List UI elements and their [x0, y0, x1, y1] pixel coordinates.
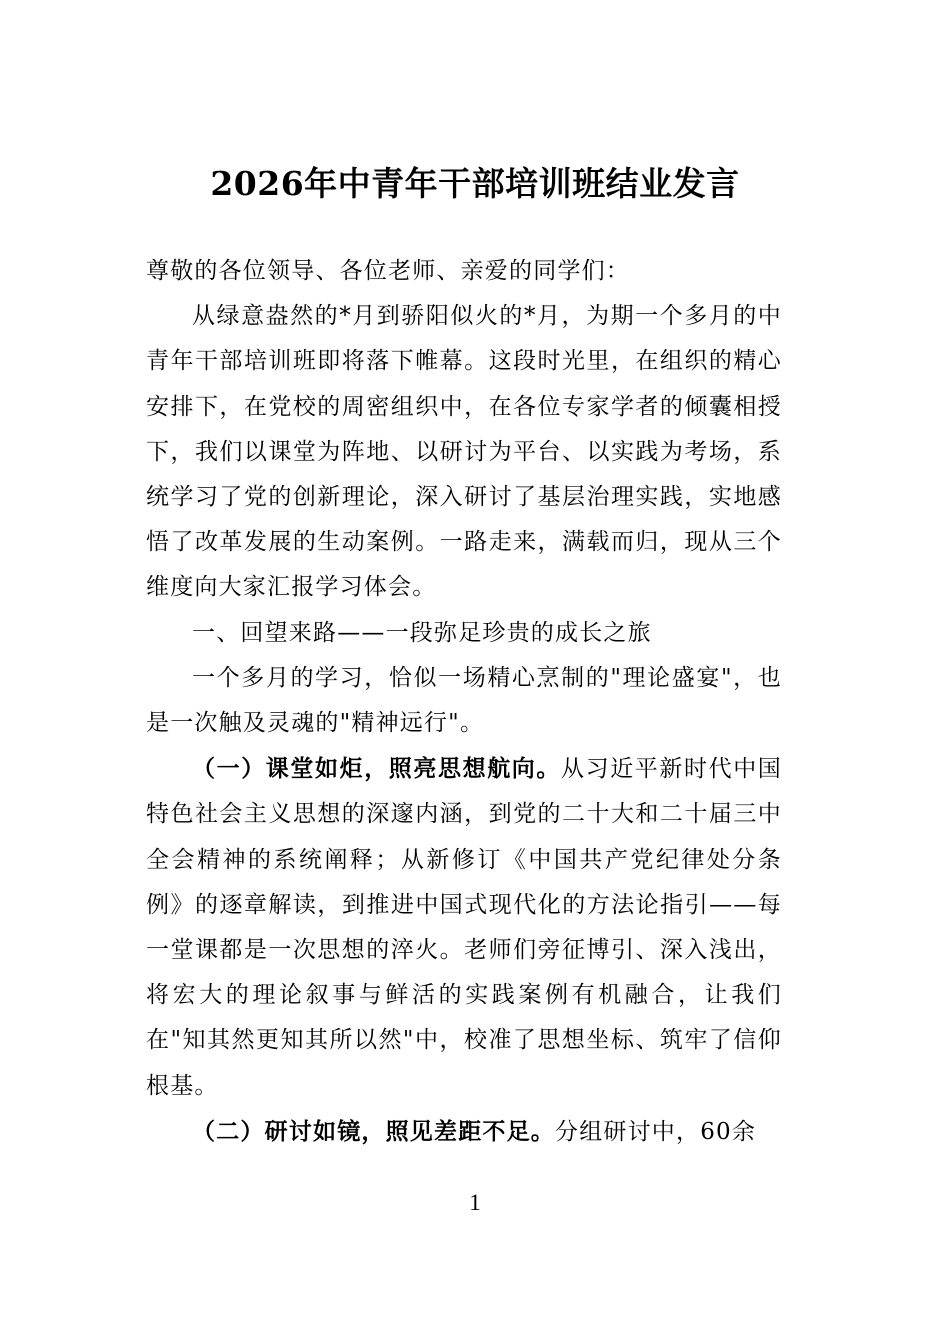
- section-one-lead: 一个多月的学习，恰似一场精心烹制的"理论盛宴"，也是一次触及灵魂的"精神远行"。: [146, 664, 782, 737]
- subsection-one-paragraph: [146, 746, 782, 1109]
- subsection-two-paragraph: [146, 1109, 782, 1155]
- section-one-heading: 一、回望来路——一段弥足珍贵的成长之旅: [192, 619, 652, 646]
- subsection-two-label: （二）研讨如镜，照见差距不足。: [192, 1117, 555, 1145]
- subsection-one-text: 从习近平新时代中国特色社会主义思想的深邃内涵，到党的二十大和二十届三中全会精神的系统阐释；从新修订《中国共产党纪律处分条例》的逐章解读，到推进中国式现代化的方法论指引——每一堂课都是一次思想的淬火。老师们旁征博引、深入浅出，将宏大的理论叙事与鲜活的实践案例有机融合，让我们在"知其然更知其所以然"中，校准了思想坐标、筑牢了信仰根基。: [146, 756, 782, 1099]
- subsection-one-label: （一）课堂如炬，照亮思想航向。: [192, 755, 561, 783]
- document-body: [146, 249, 782, 1155]
- document-title: 2026年中青年干部培训班结业发言: [210, 164, 740, 203]
- intro-paragraph: 从绿意盎然的*月到骄阳似火的*月，为期一个多月的中青年干部培训班即将落下帷幕。这段时光里，在组织的精心安排下，在党校的周密组织中，在各位专家学者的倾囊相授下，我们以课堂为阵地、以研讨为平台、以实践为考场，系统学习了党的创新理论，深入研讨了基层治理实践，实地感悟了改革发展的生动案例。一路走来，满载而归，现从三个维度向大家汇报学习体会。: [146, 303, 782, 601]
- subsection-two-text: 分组研讨中，60余: [555, 1118, 757, 1145]
- salutation: 尊敬的各位领导、各位老师、亲爱的同学们：: [146, 258, 630, 284]
- page-number: 1: [469, 1190, 481, 1215]
